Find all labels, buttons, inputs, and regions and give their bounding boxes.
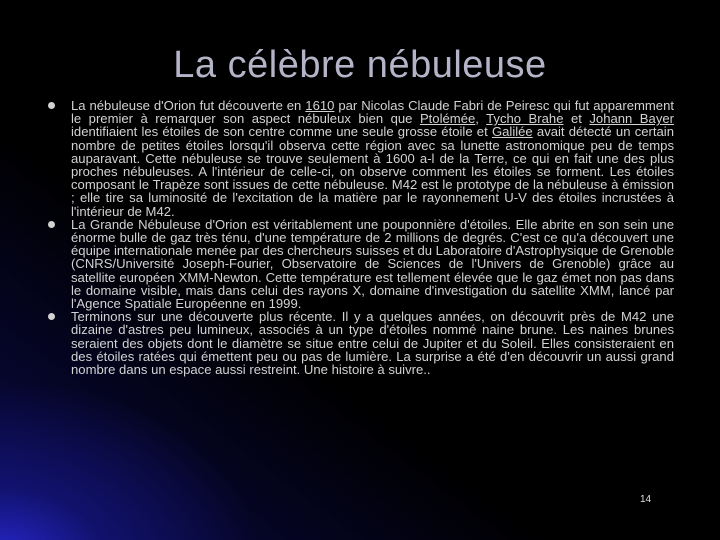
slide-title: La célèbre nébuleuse xyxy=(173,44,547,86)
bullet-dot-icon xyxy=(48,102,55,109)
bullet-dot-icon xyxy=(48,313,55,320)
link-johann-bayer[interactable]: Johann Bayer xyxy=(589,111,675,127)
bullet-text: Terminons sur une découverte plus récente. Il y a quelques années, on découvrit près de M42 une dizaine d'astres peu lumineux, associés à un type d'étoiles nommé naine brune. Les naines brunes seraient des objets dont le diamètre se situe entre celui de Jupiter et du Soleil. Elles consisteraient en des étoiles ratées qui émettent peu ou pas de lumière. La surprise a été d'en découvrir un aussi grand nombre dans un espace aussi restreint. Une histoire à suivre.. xyxy=(71,309,674,378)
link-tycho-brahe[interactable]: Tycho Brahe xyxy=(486,111,564,127)
bullet-text: La Grande Nébuleuse d'Orion est véritablement une pouponnière d'étoiles. Elle abrite en son sein une énorme bulle de gaz très ténu, d'une température de 2 millions de degrés. C'est ce qu'a découvert une équipe internationale menée par des chercheurs suisses et du Laboratoire d'Astrophysique de Grenoble (CNRS/Université Joseph-Fourier, Observatoire de Sciences de l'Univers de Grenoble) grâce au satellite européen XMM-Newton. Cette température est tellement élevée que le gaz émet non pas dans le domaine visible, mais dans celui des rayons X, domaine d'investigation du satellite XMM, lancé par l'Agence Spatiale Européenne en 1999. xyxy=(71,216,675,312)
bullet-item-discovery xyxy=(48,99,674,218)
bullet-list xyxy=(48,99,674,376)
link-1610[interactable]: 1610 xyxy=(305,98,335,113)
bullet-text-segment: identifiaient les étoiles de son centre comme une seule grosse étoile et xyxy=(71,124,492,140)
link-ptolemee[interactable]: Ptolémée xyxy=(419,111,476,127)
bullet-dot-icon xyxy=(48,221,55,228)
bullet-text-segment: La nébuleuse d'Orion fut découverte en xyxy=(71,98,306,113)
bullet-text-segment: , xyxy=(475,111,487,127)
bullet-text-segment: par Nicolas Claude Fabri de Peiresc qui fut apparemment le premier à remarquer son aspect nébuleux bien que xyxy=(71,98,675,127)
bullet-text-segment: avait détecté un certain nombre de petites étoiles lorsqu'il observa cette région avec sa lunette astronomique peu de temps auparavant. Cette nébuleuse se trouve seulement à 1600 a-l de la Terre, ce qui en fait une des plus proches nébuleuses. A l'intérieur de celle-ci, on observe comment les étoiles se forment. Les étoiles composant le Trapèze sont issues de cette nébuleuse. M42 est le prototype de la nébuleuse à émission ; elle tire sa luminosité de l'excitation de la matière par le rayonnement U-V des étoiles incrustées à l'intérieur de M42. xyxy=(71,124,674,219)
page-number: 14 xyxy=(640,494,652,505)
bullet-text-segment: et xyxy=(563,111,590,127)
link-galilee[interactable]: Galilée xyxy=(491,124,533,140)
bullet-item-naines-brunes xyxy=(48,310,674,376)
bullet-item-pouponniere xyxy=(48,218,674,310)
